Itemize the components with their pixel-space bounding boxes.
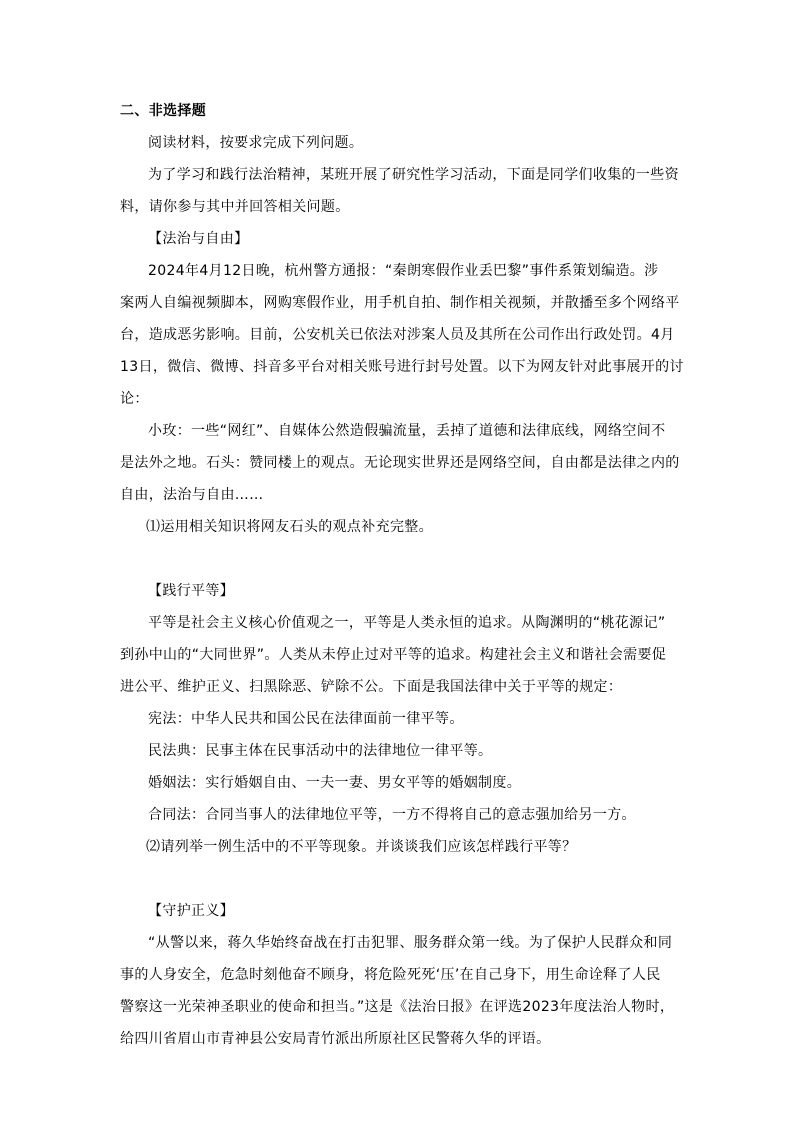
part3-paragraph-line: 给四川省眉山市青神县公安局青竹派出所原社区民警蒋久华的评语。: [120, 1031, 551, 1047]
law-civil-code: 民法典：民事主体在民事活动中的法律地位一律平等。: [148, 743, 493, 759]
question-2: ⑵请列举一例生活中的不平等现象。并谈谈我们应该怎样践行平等？: [146, 839, 577, 855]
part1-paragraph-line: 2024年4月12日晚，杭州警方通报：“秦朗寒假作业丢巴黎”事件系策划编造。涉: [148, 263, 659, 279]
intro-line: 料，请你参与其中并回答相关问题。: [120, 199, 350, 215]
intro-line: 为了学习和践行法治精神，某班开展了研究性学习活动，下面是同学们收集的一些资: [148, 167, 679, 183]
section-heading: 二、非选择题: [120, 103, 207, 119]
law-constitution: 宪法：中华人民共和国公民在法律面前一律平等。: [148, 711, 464, 727]
instruction: 阅读材料，按要求完成下列问题。: [148, 135, 364, 151]
part2-paragraph-line: 平等是社会主义核心价值观之一，平等是人类永恒的追求。从陶渊明的“桃花源记”: [148, 615, 666, 631]
part3-paragraph-line: “从警以来，蒋久华始终奋战在打击犯罪、服务群众第一线。为了保护人民群众和同: [148, 935, 673, 951]
part2-paragraph-line: 到孙中山的“大同世界”。人类从未停止过对平等的追求。构建社会主义和谐社会需要促: [120, 647, 667, 663]
part1-paragraph-line: 案两人自编视频脚本，网购寒假作业，用手机自拍、制作相关视频，并散播至多个网络平: [120, 295, 680, 311]
part3-paragraph-line: 警察这一光荣神圣职业的使命和担当。”这是《法治日报》在评选2023年度法治人物时，: [120, 999, 675, 1015]
question-1: ⑴运用相关知识将网友石头的观点补充完整。: [146, 519, 433, 535]
part1-title: 【法治与自由】: [148, 231, 249, 247]
part2-paragraph-line: 进公平、维护正义、扫黑除恶、铲除不公。下面是我国法律中关于平等的规定：: [120, 679, 623, 695]
part1-paragraph-line: 台，造成恶劣影响。目前，公安机关已依法对涉案人员及其所在公司作出行政处罚。4月: [120, 327, 675, 343]
part1-paragraph-line: 论：: [120, 391, 149, 407]
part1-discussion-line: 小玫：一些“网红”、自媒体公然造假骗流量，丢掉了道德和法律底线，网络空间不: [148, 423, 666, 439]
part1-discussion-line: 是法外之地。石头：赞同楼上的观点。无论现实世界还是网络空间，自由都是法律之内的: [120, 455, 680, 471]
law-marriage: 婚姻法：实行婚姻自由、一夫一妻、男女平等的婚姻制度。: [148, 775, 522, 791]
part3-paragraph-line: 事的人身安全，危急时刻他奋不顾身，将危险死死‘压’在自己身下，用生命诠释了人民: [120, 967, 661, 983]
part3-title: 【守护正义】: [148, 903, 235, 919]
part1-discussion-line: 自由，法治与自由……: [120, 487, 264, 503]
law-contract: 合同法：合同当事人的法律地位平等，一方不得将自己的意志强加给另一方。: [148, 807, 636, 823]
part2-title: 【践行平等】: [148, 583, 235, 599]
part1-paragraph-line: 13日，微信、微博、抖音多平台对相关账号进行封号处置。以下为网友针对此事展开的讨: [120, 359, 684, 375]
